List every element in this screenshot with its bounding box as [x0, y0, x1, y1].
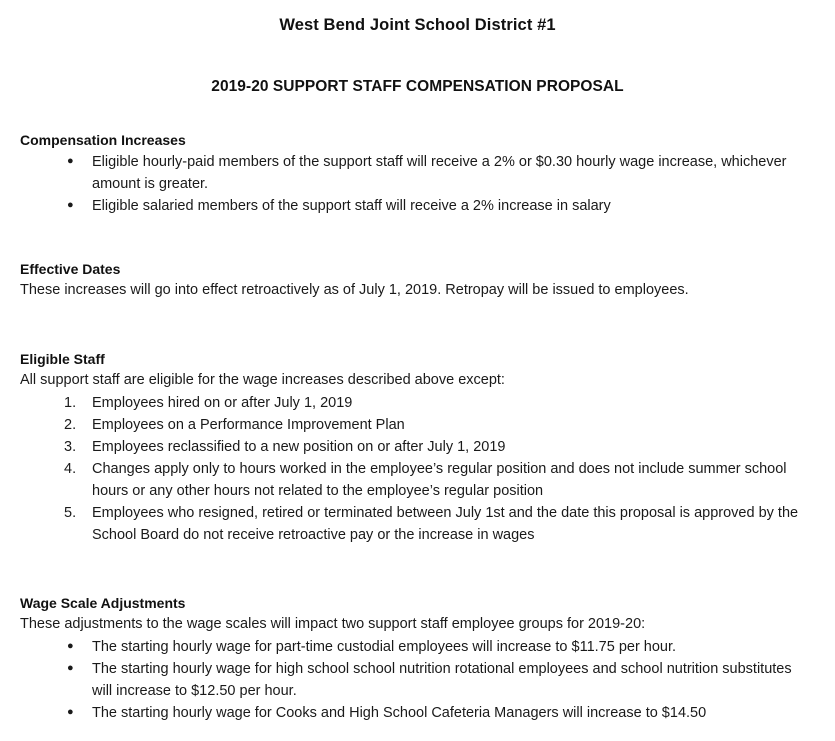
section-effective-dates — [20, 217, 815, 302]
bullet-icon: ● — [67, 199, 74, 212]
section-compensation-increases — [20, 96, 815, 217]
wage-scale-bullet-list — [20, 636, 815, 724]
list-item-text: Employees hired on or after July 1, 2019 — [92, 394, 353, 411]
list-number: 5. — [64, 505, 77, 522]
list-number: 4. — [64, 461, 77, 478]
list-item — [20, 151, 815, 195]
list-item — [20, 636, 815, 658]
list-item — [20, 702, 815, 724]
list-item-text: The starting hourly wage for Cooks and High School Cafeteria Managers will increase to $14.50 — [92, 705, 707, 722]
section-wage-scale-adjustments — [20, 546, 815, 724]
heading-effective-dates: Effective Dates — [20, 261, 121, 278]
bullet-icon: ● — [67, 706, 74, 719]
list-number: 2. — [64, 417, 77, 434]
list-item — [20, 195, 815, 217]
list-item — [20, 458, 815, 502]
effective-dates-body: These increases will go into effect retroactively as of July 1, 2019. Retropay will be issued to employees. — [20, 282, 689, 299]
list-item-text: Eligible hourly-paid members of the support staff will receive a 2% or $0.30 hourly wage increase, whichever amount is greater. — [92, 154, 787, 193]
list-number: 3. — [64, 439, 77, 456]
wage-scale-intro: These adjustments to the wage scales will impact two support staff employee groups for 2019-20: — [20, 616, 646, 633]
list-item-text: Employees who resigned, retired or terminated between July 1st and the date this proposal is approved by the School Board do not receive retroactive pay or the increase in wages — [92, 505, 799, 544]
list-item-text: The starting hourly wage for high school school nutrition rotational employees and school nutrition substitutes will increase to $12.50 per hour. — [92, 660, 792, 700]
list-item-text: Changes apply only to hours worked in the employee’s regular position and does not include summer school hours or any other hours not related to the employee’s regular position — [92, 461, 787, 500]
list-item — [20, 502, 815, 546]
list-item-text: Employees on a Performance Improvement Plan — [92, 417, 405, 434]
document-subtitle: 2019-20 SUPPORT STAFF COMPENSATION PROPOSAL — [211, 77, 624, 95]
list-item — [20, 414, 815, 436]
list-item-text: Eligible salaried members of the support staff will receive a 2% increase in salary — [92, 198, 611, 215]
bullet-icon: ● — [67, 639, 74, 652]
compensation-bullet-list — [20, 151, 815, 217]
eligible-staff-intro: All support staff are eligible for the wage increases described above except: — [20, 372, 505, 389]
list-item — [20, 392, 815, 414]
list-item — [20, 436, 815, 458]
heading-wage-scale-adjustments: Wage Scale Adjustments — [20, 595, 186, 612]
heading-eligible-staff: Eligible Staff — [20, 351, 105, 368]
section-eligible-staff — [20, 302, 815, 546]
heading-compensation-increases: Compensation Increases — [20, 132, 186, 149]
list-item-text: Employees reclassified to a new position on or after July 1, 2019 — [92, 439, 506, 456]
list-item — [20, 658, 815, 702]
list-item-text: The starting hourly wage for part-time custodial employees will increase to $11.75 per hour. — [92, 638, 677, 655]
bullet-icon: ● — [67, 155, 74, 168]
list-number: 1. — [64, 394, 77, 411]
eligible-staff-numbered-list — [20, 392, 815, 546]
document-title: West Bend Joint School District #1 — [279, 16, 556, 34]
bullet-icon: ● — [67, 661, 74, 674]
